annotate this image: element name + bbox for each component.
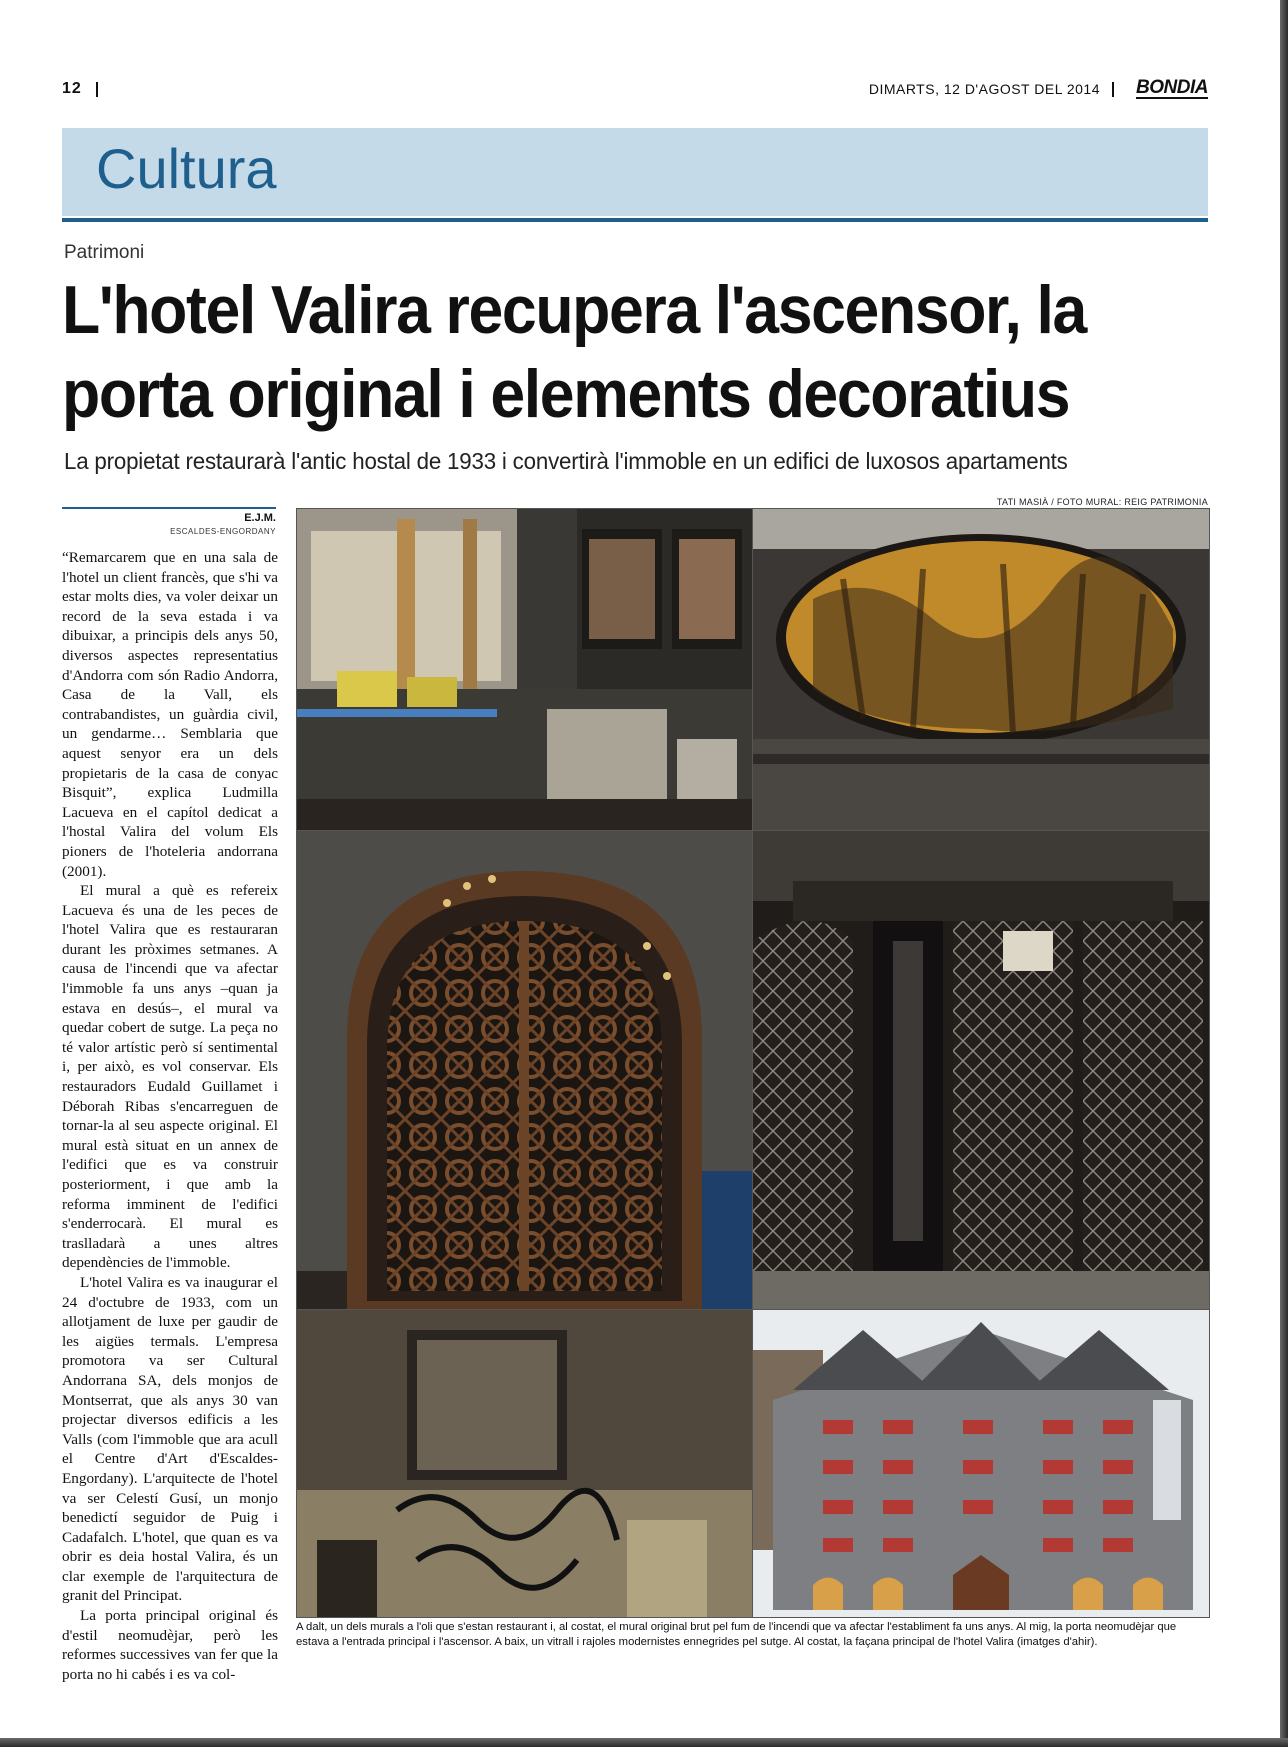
article-subheadline: La propietat restaurarà l'antic hostal de 1933 i convertirà l'immoble en un edifici de luxosos apartaments bbox=[64, 448, 1068, 474]
header-divider-right bbox=[1112, 82, 1114, 97]
photo-stained-glass bbox=[296, 1309, 753, 1618]
photo-hotel-facade bbox=[752, 1309, 1210, 1618]
issue-date: DIMARTS, 12 D'AGOST DEL 2014 bbox=[868, 81, 1100, 97]
article-body bbox=[62, 548, 278, 1684]
page-edge-bottom bbox=[0, 1738, 1288, 1747]
photo-sooty-mural bbox=[752, 508, 1210, 831]
page-edge-right bbox=[1280, 0, 1288, 1747]
article-kicker: Patrimoni bbox=[64, 242, 145, 263]
photo-neomudejar-door bbox=[296, 830, 753, 1310]
body-paragraph: L'hotel Valira es va inaugurar el 24 d'octubre de 1933, com un allotjament de luxe per gaudir de les aigües termals. L'empresa promotora va ser Cultural Andorrana SA, dels monjos de Montserrat, que als anys 30 van projectar diversos edificis a les Valls (com l'immoble que ara acull el Centre d'Art d'Escaldes-Engordany). L'arquitecte de l'hotel va ser Celestí Gusí, un monjo benedictí seguidor de Puig i Cadafalch. L'hotel, que quan es va obrir es deia hostal Valira, és un clar exemple de l'arquitectura de granit del Principat. bbox=[62, 1273, 278, 1605]
body-paragraph: La porta principal original és d'estil neomudèjar, però les reformes successives van fer que la porta no hi cabés i es va col- bbox=[62, 1607, 278, 1683]
section-banner bbox=[62, 128, 1208, 216]
section-rule bbox=[62, 218, 1208, 222]
article-author: E.J.M. bbox=[244, 512, 276, 524]
body-paragraph: “Remarcarem que en una sala de l'hotel un client francès, que s'hi va estar molts dies, va voler deixar un record de la seva estada i va dibuixar, a principis dels anys 50, diversos aspectes representatius d'Andorra com són Radio Andorra, Casa de la Vall, els contrabandistes, un guàrdia civil, un gendarme… Semblaria que aquest senyor era un dels propietaris de la casa de conyac Bisquit”, explica Ludmilla Lacueva en el capítol dedicat a l'hostal Valira del volum Els pioners de l'hoteleria andorrana (2001). bbox=[62, 549, 278, 880]
page-header bbox=[62, 77, 1208, 102]
photo-mural-room bbox=[296, 508, 753, 831]
header-divider bbox=[96, 82, 98, 97]
photo-caption: A dalt, un dels murals a l'oli que s'estan restaurant i, al costat, el mural original brut pel fum de l'incendi que va afectar l'establiment fa uns anys. Al mig, la porta neomudèjar que estava a l'entrada principal i l'ascensor. A baix, un vitrall i rajoles modernistes ennegrides pel sutge. Al costat, la façana principal de l'hotel Valira (imatges d'ahir). bbox=[296, 1621, 1177, 1648]
body-paragraph: El mural a què es refereix Lacueva és una de les peces de l'hotel Valira que es restauraran durant les pròximes setmanes. A causa de l'incendi que va afectar l'immoble fa uns anys –quan ja estava en desús–, el mural va quedar cobert de sutge. La peça no té valor artístic però sí sentimental i, per això, es vol conservar. Els restauradors Eudald Guillamet i Déborah Ribas s'encarreguen de tornar-la al seu aspecte original. El mural està situat en un annex de l'edifici que es va construir posteriorment, i que amb la reforma imminent de l'edifici s'enderrocarà. El mural es traslladarà a unes altres dependències de l'immoble. bbox=[62, 882, 278, 1272]
photo-elevator bbox=[752, 830, 1210, 1310]
page-number: 12 bbox=[62, 80, 82, 97]
section-title: Cultura bbox=[96, 137, 277, 200]
article-headline: L'hotel Valira recupera l'ascensor, la porta original i elements decoratius bbox=[62, 272, 1086, 432]
newspaper-logo: BONDIA bbox=[1136, 77, 1208, 98]
article-location: ESCALDES-ENGORDANY bbox=[170, 527, 276, 536]
byline-rule bbox=[62, 507, 276, 509]
photo-credit: TATI MASIÀ / FOTO MURAL: REIG PATRIMONIA bbox=[996, 497, 1208, 507]
